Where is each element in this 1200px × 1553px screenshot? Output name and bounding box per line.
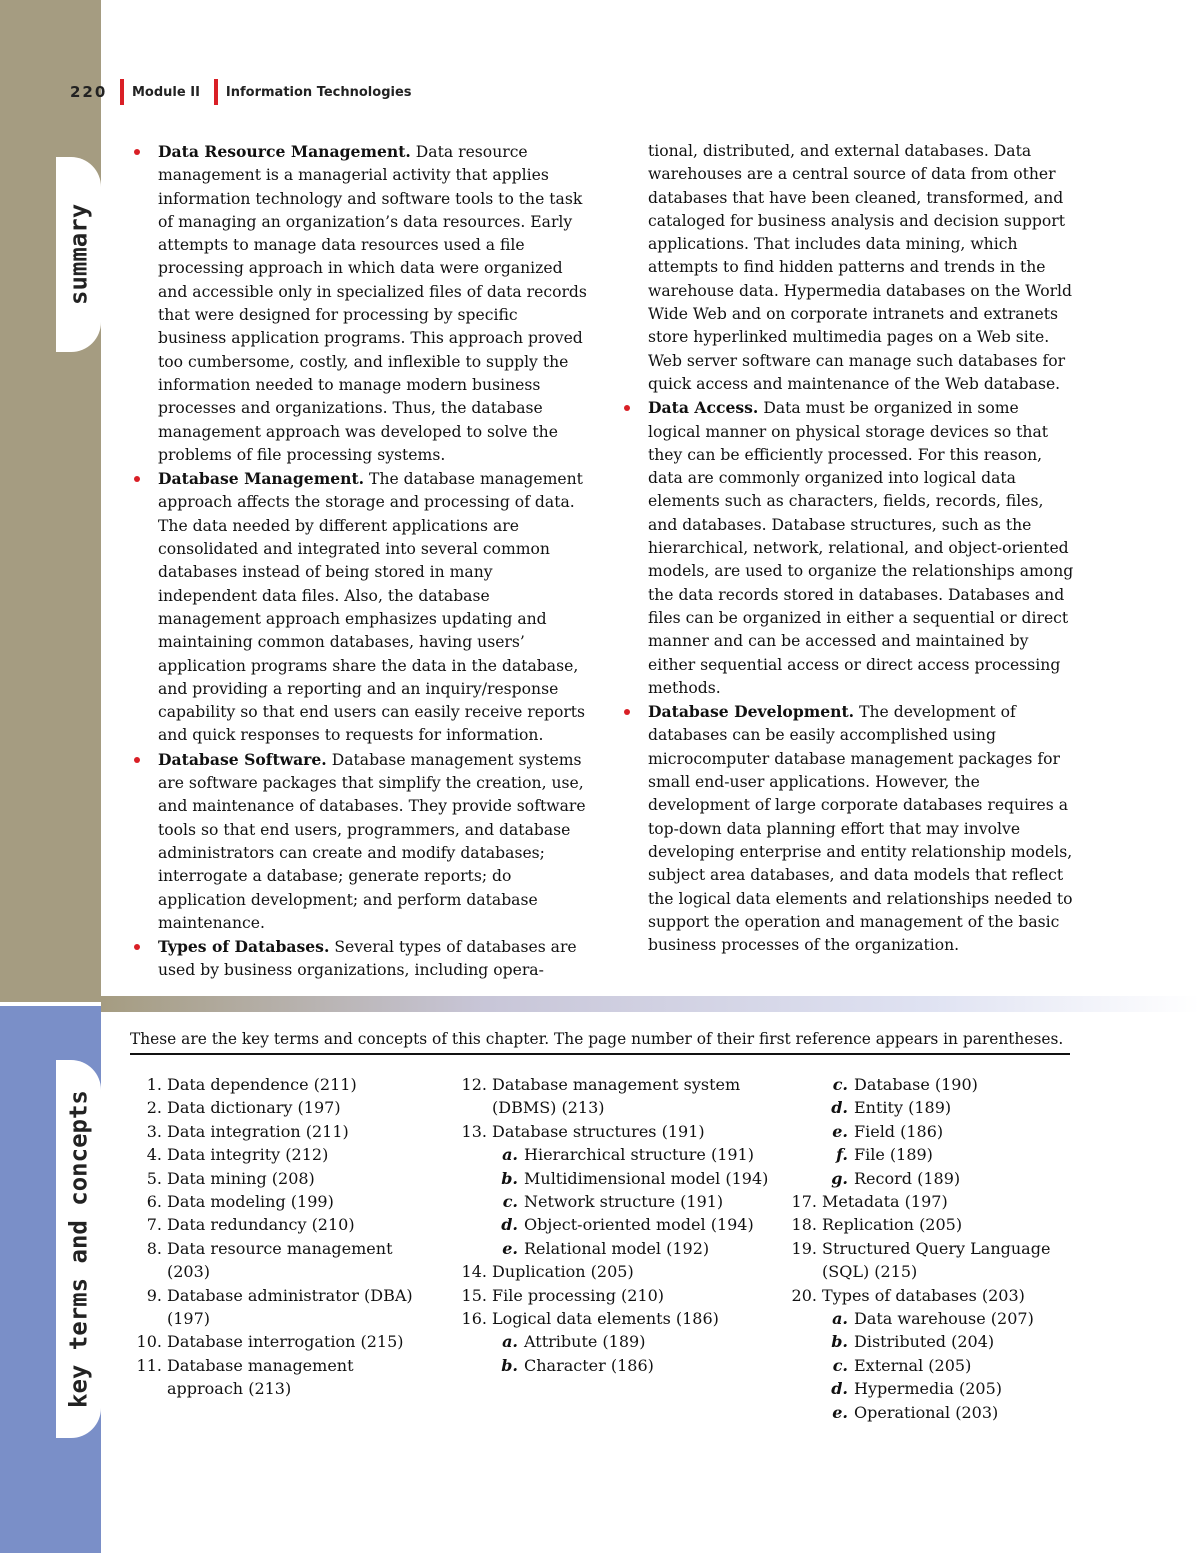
key-terms-column-2 — [455, 1073, 775, 1377]
key-terms-intro: These are the key terms and concepts of this chapter. The page number of their first reference appears in parentheses. — [130, 1030, 1070, 1055]
key-term-number: 5. — [146, 1168, 162, 1188]
header-divider — [214, 79, 218, 105]
key-term-number: 17. — [791, 1192, 817, 1212]
key-term-text: Character (186) — [524, 1355, 654, 1375]
summary-text: tional, distributed, and external databases. Data warehouses are a central source of data from other databases that have been cleaned, transformed, and cataloged for business analysis and decision support applications. That includes data mining, which attempts to find hidden patterns and trends in the warehouse data. Hypermedia databases on the World Wide Web and on corporate intranets and extranets store hyperlinked multimedia pages on a Web site. Web server software can manage such databases for quick access and maintenance of the Web database. — [648, 142, 1073, 393]
key-term-item — [455, 1284, 775, 1307]
summary-item — [130, 467, 590, 748]
key-term-number: 16. — [461, 1309, 487, 1329]
key-term-number: 13. — [461, 1121, 487, 1141]
key-term-letter: a. — [832, 1309, 848, 1329]
key-term-text: File (189) — [854, 1145, 933, 1165]
key-term-number: 18. — [791, 1215, 817, 1235]
key-term-subitem — [785, 1120, 1085, 1143]
key-term-text: Multidimensional model (194) — [524, 1168, 769, 1188]
key-term-item — [130, 1096, 430, 1119]
key-term-item — [785, 1284, 1085, 1307]
bullet-icon — [134, 149, 140, 155]
key-term-text: External (205) — [854, 1355, 972, 1375]
key-term-item — [130, 1143, 430, 1166]
key-term-item — [130, 1167, 430, 1190]
key-term-item — [130, 1284, 430, 1331]
key-term-text: Database interrogation (215) — [167, 1332, 404, 1352]
key-term-text: Record (189) — [854, 1168, 961, 1188]
key-term-number: 15. — [461, 1285, 487, 1305]
summary-item — [620, 396, 1075, 700]
key-term-number: 4. — [146, 1145, 162, 1165]
key-term-text: Data integrity (212) — [167, 1145, 329, 1165]
module-label: Module II — [132, 84, 200, 100]
summary-text: The development of databases can be easily accomplished using microcomputer database management packages for small end-user applications. However, the development of large corporate databases requires a top-down data planning effort that may involve developing enterprise and entity relationship models, subject area databases, and data models that reflect the logical data elements and relationships needed to support the operation and management of the basic business processes of the organization. — [648, 703, 1073, 955]
key-term-text: Data resource management (203) — [167, 1238, 393, 1282]
key-terms-tab — [56, 1060, 101, 1438]
summary-text: Data resource management is a managerial activity that applies information technology and software tools to the task of managing an organization’s data resources. Early attempts to manage data resources used a file processing approach in which data were organized and accessible only in specialized files of data records that were designed for processing by specific business application programs. This approach proved too cumbersome, costly, and inflexible to supply the information needed to manage modern business processes and organizations. Thus, the database management approach was developed to solve the problems of file processing systems. — [158, 143, 587, 464]
key-term-letter: a. — [502, 1145, 518, 1165]
summary-item — [130, 140, 590, 467]
key-term-letter: b. — [501, 1355, 518, 1375]
key-term-subitem — [785, 1143, 1085, 1166]
key-term-text: Data redundancy (210) — [167, 1215, 355, 1235]
key-term-letter: d. — [831, 1098, 848, 1118]
key-term-letter: c. — [832, 1075, 848, 1094]
summary-column-left — [130, 140, 590, 983]
key-term-number: 14. — [461, 1262, 487, 1282]
key-term-subitem — [785, 1377, 1085, 1400]
key-term-text: Types of databases (203) — [822, 1285, 1025, 1305]
key-term-text: Data dependence (211) — [167, 1075, 357, 1094]
key-term-item — [455, 1120, 775, 1143]
key-term-item — [785, 1237, 1085, 1284]
summary-item — [130, 935, 590, 983]
key-term-subitem — [455, 1190, 775, 1213]
key-term-letter: g. — [831, 1168, 848, 1188]
key-term-text: File processing (210) — [492, 1285, 665, 1305]
key-term-subitem — [455, 1213, 775, 1236]
key-term-number: 6. — [146, 1192, 162, 1212]
key-term-subitem — [785, 1354, 1085, 1377]
key-term-item — [455, 1307, 775, 1330]
key-term-letter: b. — [501, 1168, 518, 1188]
key-term-item — [455, 1073, 775, 1120]
summary-text: The database management approach affects the storage and processing of data. The data needed by different applications are consolidated and integrated into several common databases instead of being stored in many independent data files. Also, the database management approach emphasizes updating and maintaining common databases, having users’ application programs share the data in the database, and providing a reporting and an inquiry/response capability so that end users can easily receive reports and quick responses to requests for information. — [158, 470, 586, 745]
key-term-subitem — [785, 1401, 1085, 1424]
key-term-subitem — [785, 1167, 1085, 1190]
key-term-text: Network structure (191) — [524, 1192, 724, 1212]
section-divider — [101, 996, 1200, 1012]
summary-term: Data Resource Management. — [158, 142, 411, 161]
key-term-subitem — [785, 1307, 1085, 1330]
key-term-letter: e. — [832, 1402, 848, 1422]
key-term-number: 12. — [461, 1075, 487, 1094]
key-term-number: 3. — [146, 1121, 162, 1141]
key-term-text: Logical data elements (186) — [492, 1309, 719, 1329]
summary-term: Types of Databases. — [158, 937, 330, 957]
key-term-text: Data dictionary (197) — [167, 1098, 341, 1118]
summary-text: Database management systems are software packages that simplify the creation, use, and maintenance of databases. They provide software tools so that end users, programmers, and database administrators can create and modify databases; interrogate a database; generate reports; do application development; and perform database maintenance. — [158, 750, 586, 932]
key-term-subitem — [785, 1096, 1085, 1119]
bullet-icon — [134, 944, 140, 950]
key-term-letter: d. — [501, 1215, 518, 1235]
key-term-text: Distributed (204) — [854, 1332, 995, 1352]
key-term-subitem — [455, 1354, 775, 1377]
key-term-text: Entity (189) — [854, 1098, 952, 1118]
key-term-number: 8. — [146, 1238, 162, 1258]
page-header — [70, 79, 412, 105]
section-label: Information Technologies — [225, 84, 412, 100]
header-divider — [120, 79, 124, 105]
key-term-subitem — [455, 1330, 775, 1353]
summary-column-right — [620, 140, 1075, 957]
key-term-text: Hierarchical structure (191) — [524, 1145, 754, 1165]
key-term-letter: e. — [502, 1238, 518, 1258]
bullet-icon — [624, 405, 630, 411]
summary-term: Data Access. — [648, 398, 759, 418]
key-term-item — [130, 1073, 430, 1096]
key-term-subitem — [785, 1330, 1085, 1353]
key-term-text: Structured Query Language (SQL) (215) — [822, 1238, 1051, 1282]
key-term-item — [785, 1190, 1085, 1213]
key-term-text: Replication (205) — [822, 1215, 963, 1235]
summary-text: Several types of databases are used by business organizations, including opera- — [158, 938, 577, 980]
page-number: 220 — [70, 83, 108, 101]
key-term-text: Attribute (189) — [524, 1332, 646, 1352]
key-term-text: Database management system (DBMS) (213) — [492, 1075, 741, 1118]
key-term-text: Database management approach (213) — [167, 1355, 354, 1399]
key-term-number: 7. — [146, 1215, 162, 1235]
key-term-letter: d. — [831, 1379, 848, 1399]
summary-term: Database Management. — [158, 469, 365, 489]
key-term-number: 19. — [791, 1238, 817, 1258]
key-term-letter: b. — [831, 1332, 848, 1352]
key-term-number: 11. — [136, 1355, 162, 1375]
key-term-letter: f. — [836, 1145, 848, 1165]
key-term-text: Data warehouse (207) — [854, 1309, 1034, 1329]
key-term-text: Database (190) — [854, 1075, 978, 1094]
key-term-text: Duplication (205) — [492, 1262, 634, 1282]
key-term-item — [130, 1120, 430, 1143]
key-term-item — [130, 1237, 430, 1284]
key-term-letter: e. — [832, 1121, 848, 1141]
bullet-icon — [624, 709, 630, 715]
key-term-number: 9. — [146, 1285, 162, 1305]
key-term-number: 10. — [136, 1332, 162, 1352]
summary-item — [620, 700, 1075, 957]
key-term-letter: a. — [502, 1332, 518, 1352]
key-term-number: 1. — [146, 1075, 162, 1094]
summary-text: Data must be organized in some logical manner on physical storage devices so that they can be efficiently processed. For this reason, data are commonly organized into logical data elements such as characters, fields, records, files, and databases. Database structures, such as the hierarchical, network, relational, and object-oriented models, are used to organize the relationships among the data records stored in databases. Databases and files can be organized in either a sequential or direct manner and can be accessed and maintained by either sequential access or direct access processing methods. — [648, 399, 1074, 697]
key-terms-column-3 — [785, 1073, 1085, 1424]
key-term-text: Database structures (191) — [492, 1121, 705, 1141]
key-term-subitem — [455, 1143, 775, 1166]
key-term-item — [455, 1260, 775, 1283]
summary-sidebar-band — [0, 0, 101, 1002]
key-term-letter: c. — [502, 1192, 518, 1212]
key-term-item — [785, 1213, 1085, 1236]
key-term-subitem — [455, 1167, 775, 1190]
key-term-text: Metadata (197) — [822, 1192, 948, 1212]
key-term-text: Operational (203) — [854, 1402, 999, 1422]
bullet-icon — [134, 476, 140, 482]
key-term-item — [130, 1330, 430, 1353]
summary-tab — [56, 157, 101, 352]
key-term-item — [130, 1213, 430, 1236]
key-term-text: Field (186) — [854, 1121, 944, 1141]
summary-item-continuation — [620, 140, 1075, 396]
key-term-text: Hypermedia (205) — [854, 1379, 1002, 1399]
key-term-text: Data mining (208) — [167, 1168, 315, 1188]
key-term-number: 20. — [791, 1285, 817, 1305]
summary-term: Database Software. — [158, 749, 327, 769]
key-term-text: Data modeling (199) — [167, 1192, 334, 1212]
key-term-item — [130, 1354, 430, 1401]
bullet-icon — [134, 757, 140, 763]
summary-item — [130, 748, 590, 935]
key-terms-tab-label: key terms and concepts — [64, 1090, 93, 1408]
key-term-number: 2. — [146, 1098, 162, 1118]
summary-tab-label: summary — [64, 203, 93, 306]
key-term-text: Database administrator (DBA) (197) — [167, 1285, 413, 1329]
key-terms-column-1 — [130, 1073, 430, 1401]
summary-term: Database Development. — [648, 702, 855, 722]
key-term-item — [130, 1190, 430, 1213]
key-term-subitem — [455, 1237, 775, 1260]
key-term-text: Object-oriented model (194) — [524, 1215, 754, 1235]
key-term-text: Data integration (211) — [167, 1121, 349, 1141]
key-term-subitem — [785, 1073, 1085, 1096]
key-term-text: Relational model (192) — [524, 1238, 710, 1258]
key-term-letter: c. — [832, 1355, 848, 1375]
